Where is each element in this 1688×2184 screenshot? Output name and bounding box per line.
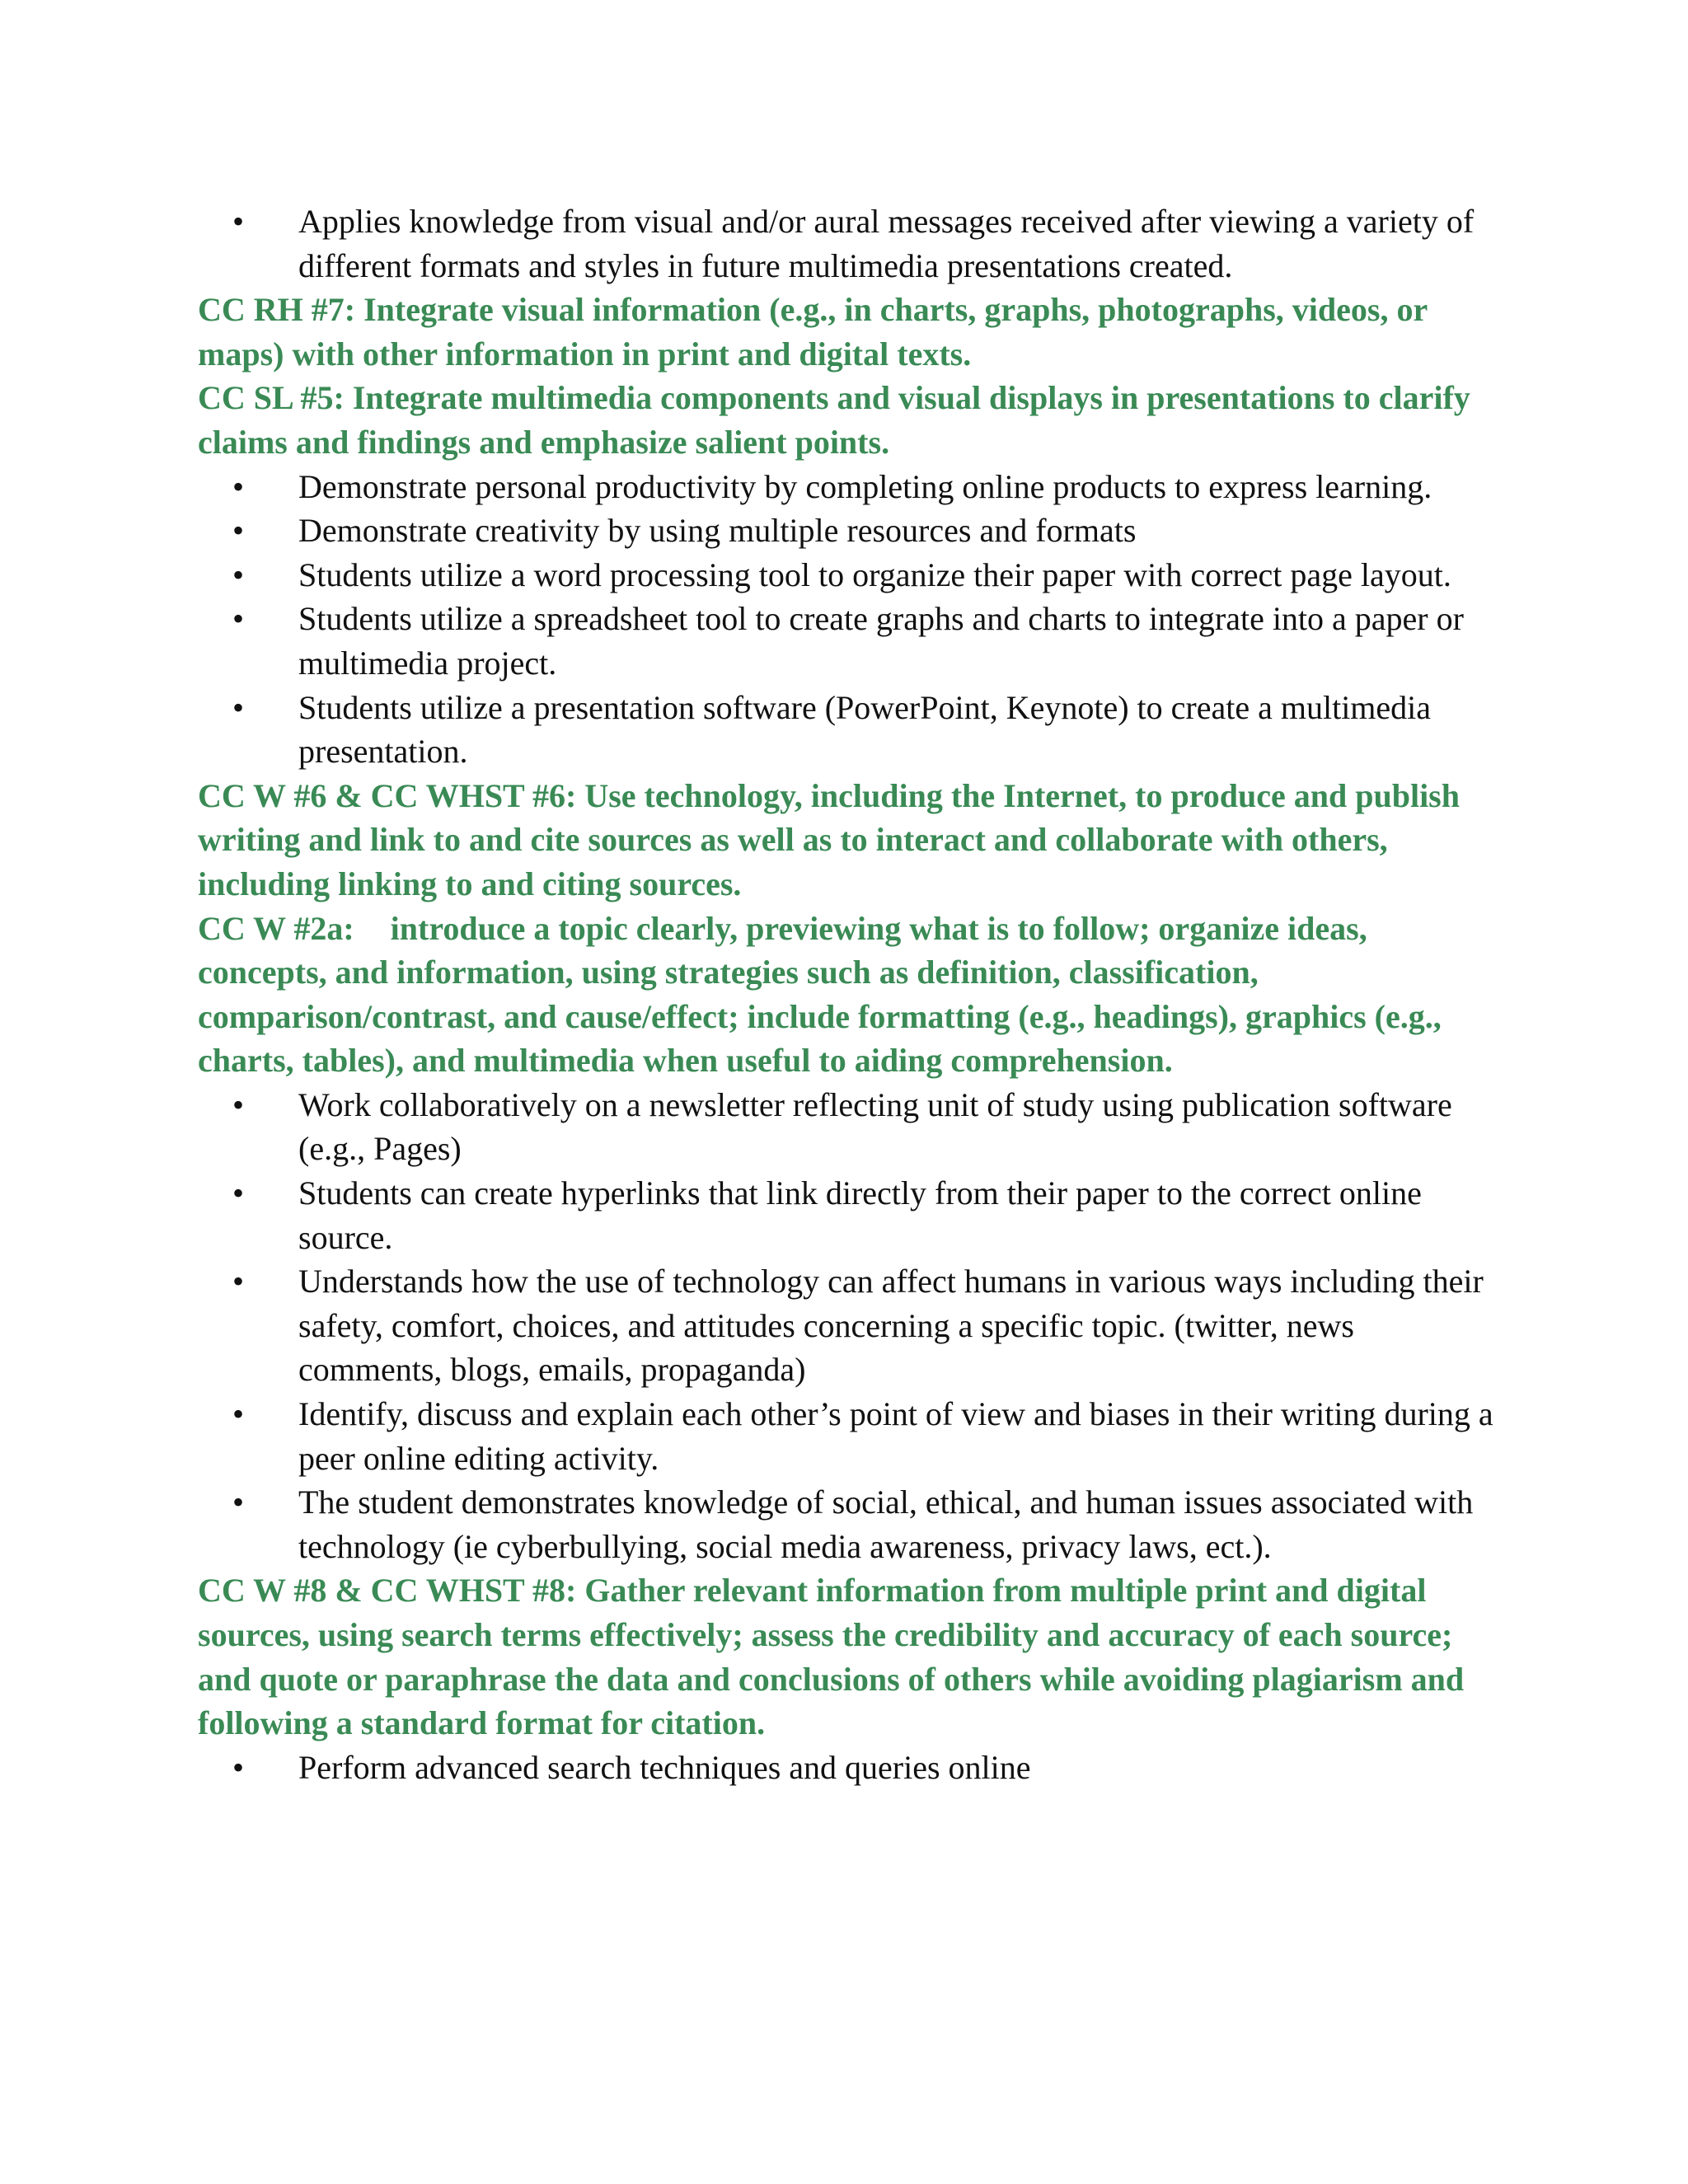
list-item (198, 1392, 1500, 1480)
bullet-list (198, 199, 1500, 288)
bullet-icon: • (232, 1085, 245, 1123)
list-item (198, 1746, 1500, 1790)
list-item-text: Demonstrate creativity by using multiple resources and formats (298, 512, 1137, 550)
list-item (198, 199, 1500, 288)
list-item (198, 1171, 1500, 1259)
bullet-list (198, 1746, 1500, 1790)
bullet-icon: • (232, 203, 245, 240)
list-item (198, 509, 1500, 553)
list-item-text: Identify, discuss and explain each other’s point of view and biases in their writing during a peer online editing activity. (298, 1395, 1493, 1477)
bullet-icon: • (232, 555, 245, 593)
list-item (198, 553, 1500, 598)
bullet-icon: • (232, 688, 245, 726)
list-item-text: Perform advanced search techniques and queries online (298, 1748, 1031, 1786)
list-item-text: Students can create hyperlinks that link directly from their paper to the correct online source. (298, 1174, 1422, 1256)
list-item-text: Demonstrate personal productivity by completing online products to express learning. (298, 467, 1432, 505)
standard-label: CC W #2a: (198, 909, 354, 947)
list-item (198, 1480, 1500, 1568)
list-item (198, 465, 1500, 509)
standard-heading: CC W #8 & CC WHST #8: Gather relevant information from multiple print and digital sources, using search terms effectively; assess the credibility and accuracy of each source; and quote or paraphrase the data and conclusions of others while avoiding plagiarism and following a standard format for citation. (198, 1572, 1465, 1742)
list-item-text: Students utilize a word processing tool to organize their paper with correct page layout. (298, 555, 1451, 593)
standard-heading: CC SL #5: Integrate multimedia components and visual displays in presentations to clarify claims and findings and emphasize salient points. (198, 379, 1470, 461)
standard-heading: CC RH #7: Integrate visual information (e.g., in charts, graphs, photographs, videos, or maps) with other information in print and digital texts. (198, 291, 1428, 373)
document-page (198, 199, 1500, 1789)
bullet-icon: • (232, 512, 245, 550)
list-item-text: Work collaboratively on a newsletter reflecting unit of study using publication software (e.g., Pages) (298, 1085, 1452, 1168)
bullet-list (198, 1083, 1500, 1569)
bullet-icon: • (232, 467, 245, 505)
list-item-text: Applies knowledge from visual and/or aural messages received after viewing a variety of different formats and styles in future multimedia presentations created. (298, 203, 1475, 284)
list-item (198, 686, 1500, 774)
list-item-text: Understands how the use of technology can affect humans in various ways including their safety, comfort, choices, and attitudes concerning a specific topic. (twitter, news comments, blogs, emails, propaganda) (298, 1263, 1484, 1389)
list-item (198, 597, 1500, 685)
bullet-icon: • (232, 1395, 245, 1433)
bullet-icon: • (232, 1483, 245, 1521)
bullet-icon: • (232, 1748, 245, 1786)
list-item-text: The student demonstrates knowledge of social, ethical, and human issues associated with technology (ie cyberbullying, social media awareness, privacy laws, ect.). (298, 1483, 1474, 1565)
bullet-icon: • (232, 1174, 245, 1212)
list-item-text: Students utilize a presentation software (PowerPoint, Keynote) to create a multimedia presentation. (298, 688, 1432, 771)
standard-heading: CC W #6 & CC WHST #6: Use technology, including the Internet, to produce and publish writing and link to and cite sources as well as to interact and collaborate with others, including linking to and citing sources. (198, 776, 1460, 902)
list-item (198, 1259, 1500, 1392)
bullet-icon: • (232, 1263, 245, 1301)
list-item (198, 1083, 1500, 1171)
standard-text: introduce a topic clearly, previewing what is to follow; organize ideas, concepts, and information, using strategies such as definition, classification, comparison/contrast, and cause/effect; include formatting (e.g., headings), graphics (e.g., charts, tables), and multimedia when useful to aiding comprehension. (198, 909, 1442, 1080)
bullet-icon: • (232, 600, 245, 638)
list-item-text: Students utilize a spreadsheet tool to create graphs and charts to integrate into a paper or multimedia project. (298, 600, 1464, 682)
standard-heading (198, 907, 1500, 1083)
bullet-list (198, 465, 1500, 774)
